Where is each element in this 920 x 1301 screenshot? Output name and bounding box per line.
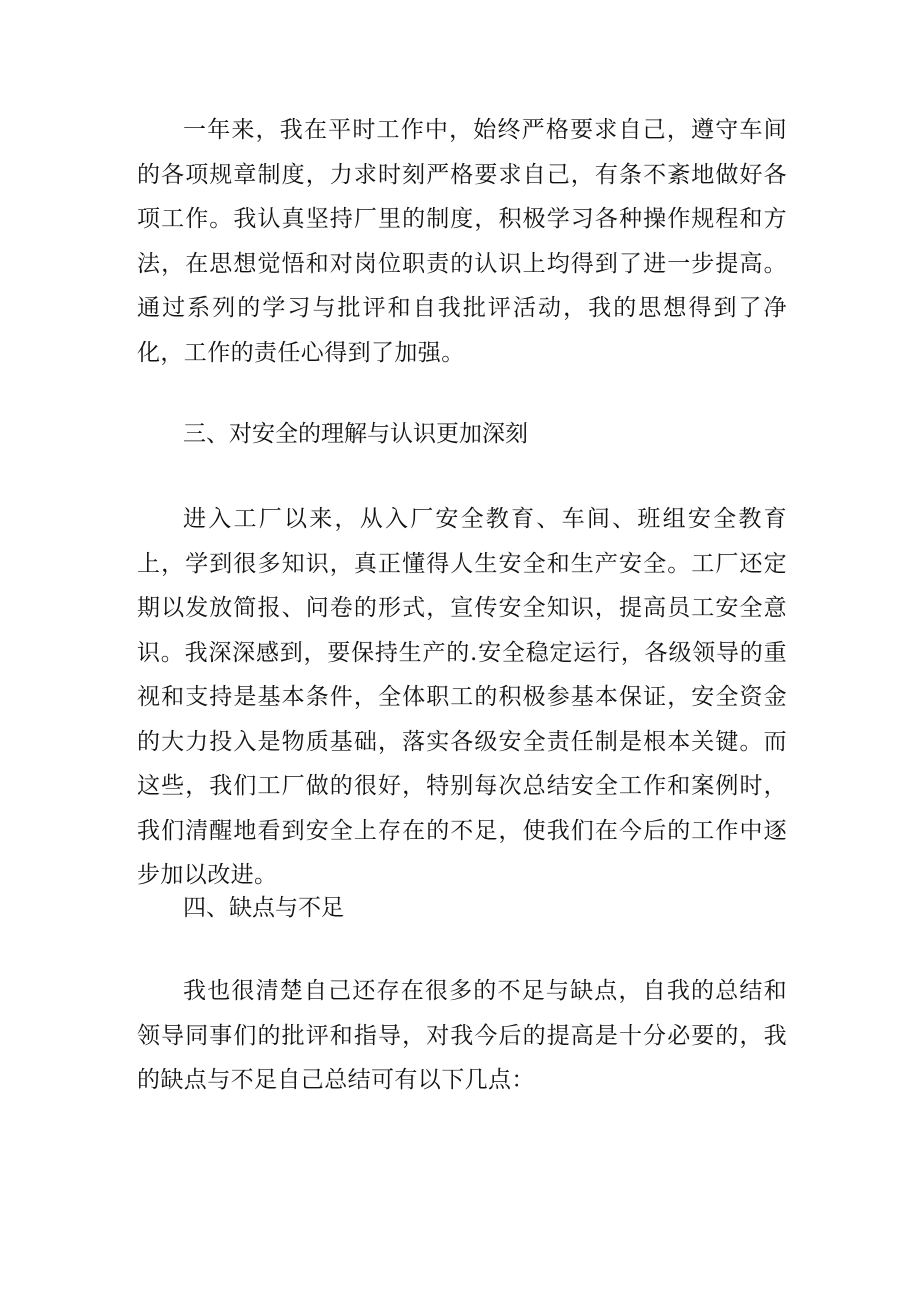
paragraph-safety-understanding: 进入工厂以来，从入厂安全教育、车间、班组安全教育上，学到很多知识，真正懂得人生安全和生产安全。工厂还定期以发放简报、问卷的形式，宣传安全知识，提高员工安全意识。我深深感到，要保持生产的.安全稳定运行，各级领导的重视和支持是基本条件，全体职工的积极参基本保证，安全资金的大力投入是物质基础，落实各级安全责任制是根本关键。而这些，我们工厂做的很好，特别每次总结安全工作和案例时，我们清醒地看到安全上存在的不足，使我们在今后的工作中逐步加以改进。 (137, 506, 787, 888)
paragraph-shortcomings: 我也很清楚自己还存在很多的不足与缺点，自我的总结和领导同事们的批评和指导，对我今后的提高是十分必要的，我的缺点与不足自己总结可有以下几点： (137, 978, 787, 1093)
section-heading-safety: 三、对安全的理解与认识更加深刻 (183, 421, 528, 447)
section-heading-shortcomings: 四、缺点与不足 (183, 895, 344, 921)
paragraph-work-attitude: 一年来，我在平时工作中，始终严格要求自己，遵守车间的各项规章制度，力求时刻严格要求自己，有条不紊地做好各项工作。我认真坚持厂里的制度，积极学习各种操作规程和方法，在思想觉悟和对岗位职责的认识上均得到了进一步提高。通过系列的学习与批评和自我批评活动，我的思想得到了净化，工作的责任心得到了加强。 (137, 117, 787, 366)
